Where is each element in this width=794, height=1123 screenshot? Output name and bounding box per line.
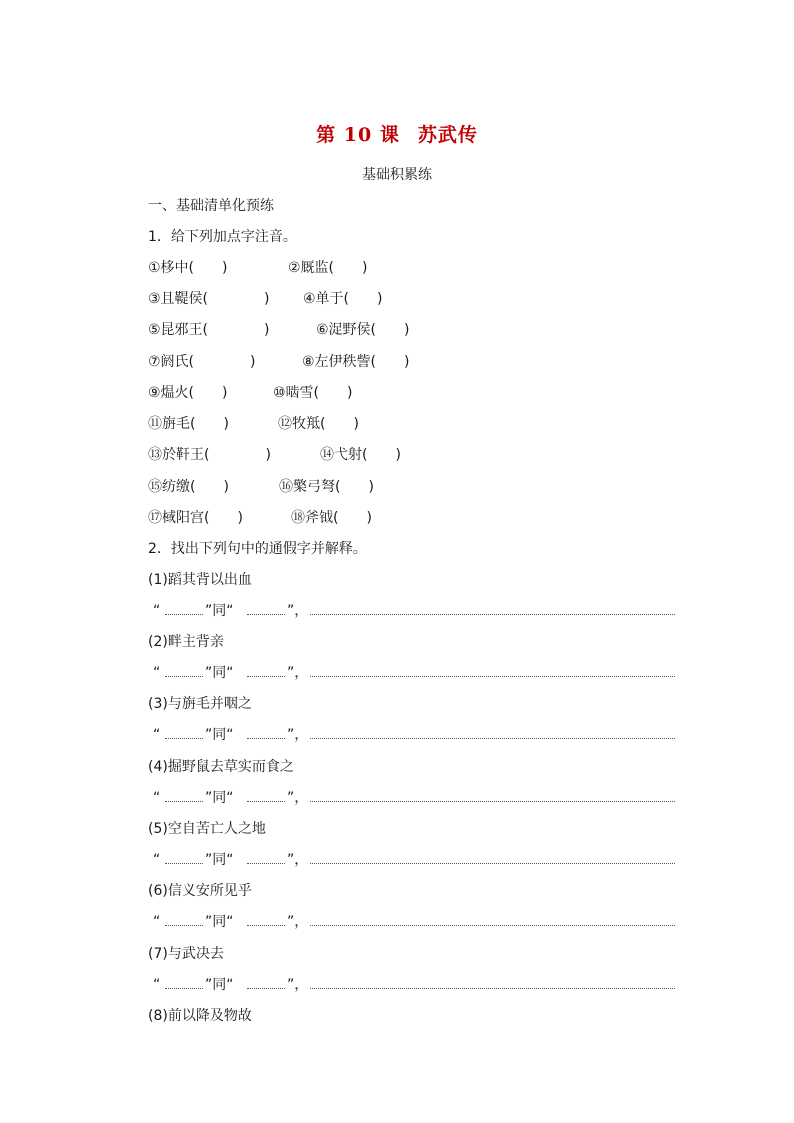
same-as-label: ”同“ bbox=[205, 852, 234, 868]
pinyin-item: ②厩监( ) bbox=[288, 260, 368, 276]
sentence: (1)蹈其背以出血 bbox=[148, 572, 252, 588]
open-quote: “ bbox=[153, 852, 161, 868]
sentence: (5)空自苦亡人之地 bbox=[148, 821, 266, 837]
pinyin-item: ⑩啮雪( ) bbox=[273, 385, 353, 401]
blank-explanation[interactable] bbox=[310, 988, 675, 989]
pinyin-item: ⑮纺缴( ) bbox=[148, 479, 229, 495]
same-as-label: ”同“ bbox=[205, 727, 234, 743]
same-as-label: ”同“ bbox=[205, 665, 234, 681]
blank-tongjia-char[interactable] bbox=[165, 863, 203, 864]
blank-tongjia-char[interactable] bbox=[165, 925, 203, 926]
same-as-label: ”同“ bbox=[205, 977, 234, 993]
pinyin-item: ⑭弋射( ) bbox=[320, 447, 401, 463]
close-quote: ”， bbox=[287, 977, 309, 993]
sentence: (8)前以降及物故 bbox=[148, 1008, 252, 1024]
blank-tongjia-char[interactable] bbox=[165, 614, 203, 615]
pinyin-item: ⑯檠弓弩( ) bbox=[279, 479, 374, 495]
open-quote: “ bbox=[153, 727, 161, 743]
sentence: (6)信义安所见乎 bbox=[148, 883, 252, 899]
pinyin-item: ⑧左伊秩訾( ) bbox=[302, 354, 410, 370]
pinyin-item: ④单于( ) bbox=[303, 291, 383, 307]
open-quote: “ bbox=[153, 665, 161, 681]
pinyin-item: ⑪旃毛( ) bbox=[148, 416, 229, 432]
open-quote: “ bbox=[153, 914, 161, 930]
blank-original-char[interactable] bbox=[247, 676, 285, 677]
blank-tongjia-char[interactable] bbox=[165, 676, 203, 677]
same-as-label: ”同“ bbox=[205, 790, 234, 806]
blank-explanation[interactable] bbox=[310, 614, 675, 615]
question-1-prompt: 1．给下列加点字注音。 bbox=[148, 229, 297, 245]
open-quote: “ bbox=[153, 603, 161, 619]
fill-in-row bbox=[153, 912, 675, 932]
close-quote: ”， bbox=[287, 790, 309, 806]
pinyin-item: ⑤昆邪王( ) bbox=[148, 322, 270, 338]
question-2-prompt: 2．找出下列句中的通假字并解释。 bbox=[148, 541, 367, 557]
blank-original-char[interactable] bbox=[247, 925, 285, 926]
blank-original-char[interactable] bbox=[247, 988, 285, 989]
blank-explanation[interactable] bbox=[310, 676, 675, 677]
close-quote: ”， bbox=[287, 665, 309, 681]
pinyin-item: ⑬於靬王( ) bbox=[148, 447, 271, 463]
pinyin-item: ⑫牧羝( ) bbox=[278, 416, 359, 432]
sentence: (7)与武决去 bbox=[148, 946, 224, 962]
close-quote: ”， bbox=[287, 852, 309, 868]
blank-original-char[interactable] bbox=[247, 614, 285, 615]
open-quote: “ bbox=[153, 790, 161, 806]
fill-in-row bbox=[153, 850, 675, 870]
pinyin-item: ③且鞮侯( ) bbox=[148, 291, 270, 307]
same-as-label: ”同“ bbox=[205, 914, 234, 930]
fill-in-row bbox=[153, 601, 675, 621]
open-quote: “ bbox=[153, 977, 161, 993]
pinyin-item: ⑥浞野侯( ) bbox=[316, 322, 410, 338]
pinyin-item: ⑦阏氏( ) bbox=[148, 354, 256, 370]
blank-original-char[interactable] bbox=[247, 738, 285, 739]
pinyin-item: ①栘中( ) bbox=[148, 260, 228, 276]
fill-in-row bbox=[153, 788, 675, 808]
fill-in-row bbox=[153, 975, 675, 995]
blank-explanation[interactable] bbox=[310, 738, 675, 739]
blank-explanation[interactable] bbox=[310, 801, 675, 802]
lesson-name: 苏武传 bbox=[417, 124, 478, 146]
same-as-label: ”同“ bbox=[205, 603, 234, 619]
sentence: (4)掘野鼠去草实而食之 bbox=[148, 759, 294, 775]
section-heading: 一、基础清单化预练 bbox=[148, 198, 274, 214]
fill-in-row bbox=[153, 663, 675, 683]
close-quote: ”， bbox=[287, 727, 309, 743]
lesson-number: 第 10 课 bbox=[316, 124, 400, 146]
blank-tongjia-char[interactable] bbox=[165, 988, 203, 989]
lesson-title bbox=[0, 120, 794, 147]
fill-in-row bbox=[153, 725, 675, 745]
sentence: (2)畔主背亲 bbox=[148, 634, 224, 650]
blank-tongjia-char[interactable] bbox=[165, 801, 203, 802]
blank-explanation[interactable] bbox=[310, 863, 675, 864]
blank-original-char[interactable] bbox=[247, 801, 285, 802]
blank-original-char[interactable] bbox=[247, 863, 285, 864]
pinyin-item: ⑱斧钺( ) bbox=[291, 510, 372, 526]
pinyin-item: ⑨煴火( ) bbox=[148, 385, 228, 401]
section-subtitle: 基础积累练 bbox=[362, 167, 432, 183]
close-quote: ”， bbox=[287, 914, 309, 930]
sentence: (3)与旃毛并咽之 bbox=[148, 696, 252, 712]
blank-tongjia-char[interactable] bbox=[165, 738, 203, 739]
pinyin-item: ⑰棫阳宫( ) bbox=[148, 510, 243, 526]
blank-explanation[interactable] bbox=[310, 925, 675, 926]
close-quote: ”， bbox=[287, 603, 309, 619]
